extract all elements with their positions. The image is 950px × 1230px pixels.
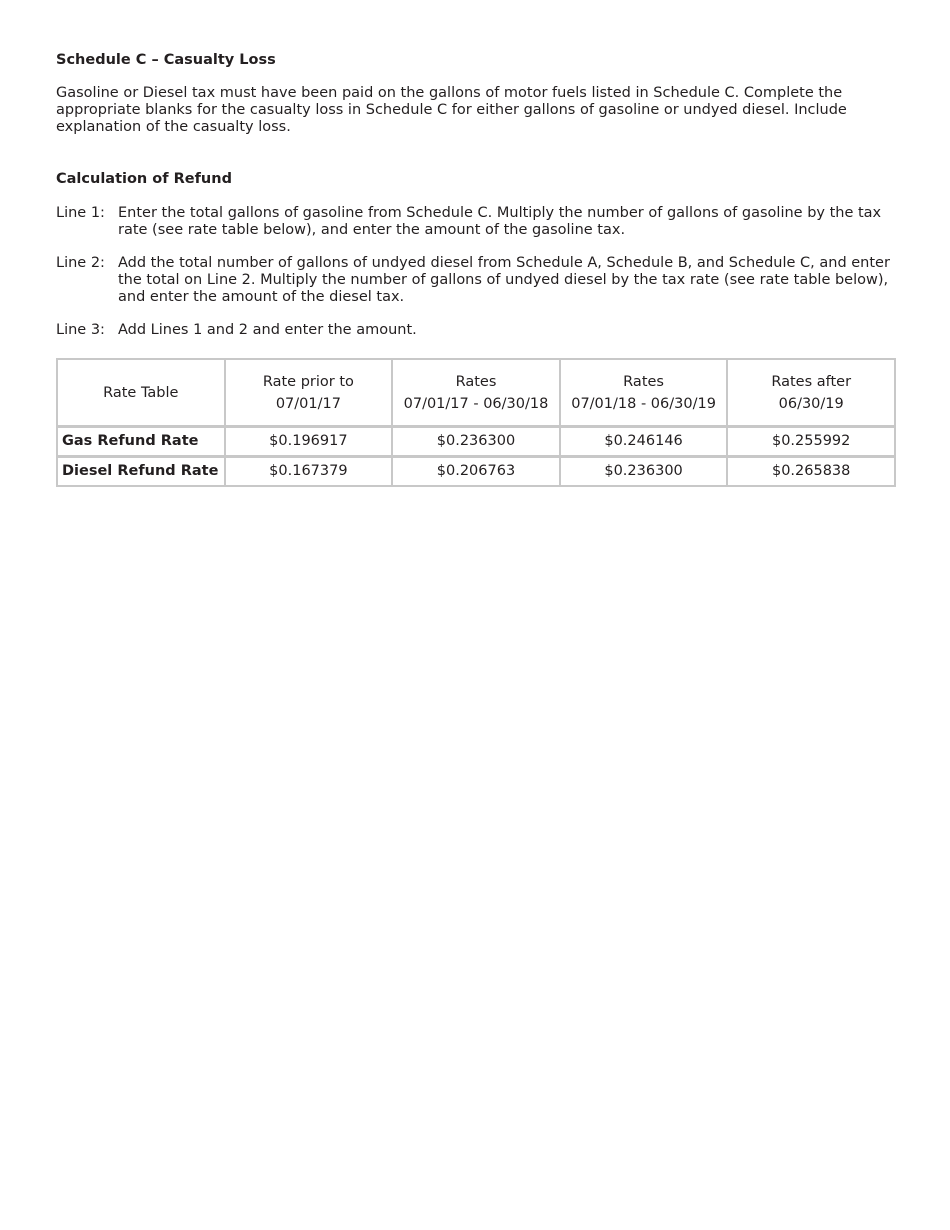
table-cell: $0.196917 bbox=[225, 427, 393, 457]
table-cell: $0.167379 bbox=[225, 457, 393, 486]
table-row-diesel bbox=[57, 457, 895, 486]
schedule-c-heading: Schedule C – Casualty Loss bbox=[56, 52, 276, 68]
header-rates-2018-2019 bbox=[560, 359, 728, 427]
line-2-text: Add the total number of gallons of undyed diesel from Schedule A, Schedule B, and Schedule C, and enter the total on Line 2. Multiply the number of gallons of undyed diesel by the tax rate (see rate table below), and enter the amount of the diesel tax. bbox=[118, 255, 890, 305]
table-row-gas bbox=[57, 427, 895, 457]
header-cell-line1: Rates after bbox=[771, 373, 852, 390]
table-cell: $0.246146 bbox=[560, 427, 728, 457]
row-label-gas: Gas Refund Rate bbox=[57, 427, 225, 457]
line-3-instruction bbox=[56, 322, 896, 339]
line-3-label: Line 3: bbox=[56, 322, 105, 338]
header-cell-line2: 07/01/18 - 06/30/19 bbox=[571, 395, 716, 412]
header-rate-table bbox=[57, 359, 225, 427]
header-cell-line1: Rates bbox=[455, 373, 497, 390]
line-1-text: Enter the total gallons of gasoline from Schedule C. Multiply the number of gallons of gasoline by the tax rate (see rate table below), and enter the amount of the gasoline tax. bbox=[118, 205, 882, 238]
header-rate-prior bbox=[225, 359, 393, 427]
document-page bbox=[56, 52, 896, 487]
table-cell: $0.236300 bbox=[392, 427, 560, 457]
rate-table bbox=[56, 358, 896, 487]
line-2-instruction bbox=[56, 255, 896, 306]
header-rates-after bbox=[727, 359, 895, 427]
schedule-c-paragraph: Gasoline or Diesel tax must have been paid on the gallons of motor fuels listed in Schedule C. Complete the appropriate blanks for the casualty loss in Schedule C for either gallons of gasoline or undyed diesel. Include explanation of the casualty loss. bbox=[56, 85, 847, 135]
row-label-diesel: Diesel Refund Rate bbox=[57, 457, 225, 486]
line-3-text: Add Lines 1 and 2 and enter the amount. bbox=[118, 322, 417, 338]
header-cell-line1: Rate Table bbox=[103, 384, 179, 401]
table-cell: $0.206763 bbox=[392, 457, 560, 486]
header-cell-line2: 06/30/19 bbox=[778, 395, 844, 412]
table-cell: $0.265838 bbox=[727, 457, 895, 486]
rate-table-header-row bbox=[57, 359, 895, 427]
line-1-label: Line 1: bbox=[56, 205, 105, 221]
line-1-instruction bbox=[56, 205, 896, 239]
header-cell-line2: 07/01/17 bbox=[275, 395, 341, 412]
calculation-heading: Calculation of Refund bbox=[56, 171, 232, 187]
line-2-label: Line 2: bbox=[56, 255, 105, 271]
header-cell-line2: 07/01/17 - 06/30/18 bbox=[403, 395, 549, 412]
table-cell: $0.236300 bbox=[560, 457, 728, 486]
header-rates-2017-2018 bbox=[392, 359, 560, 427]
header-cell-line1: Rate prior to bbox=[262, 373, 354, 390]
header-cell-line1: Rates bbox=[623, 373, 664, 390]
table-cell: $0.255992 bbox=[727, 427, 895, 457]
